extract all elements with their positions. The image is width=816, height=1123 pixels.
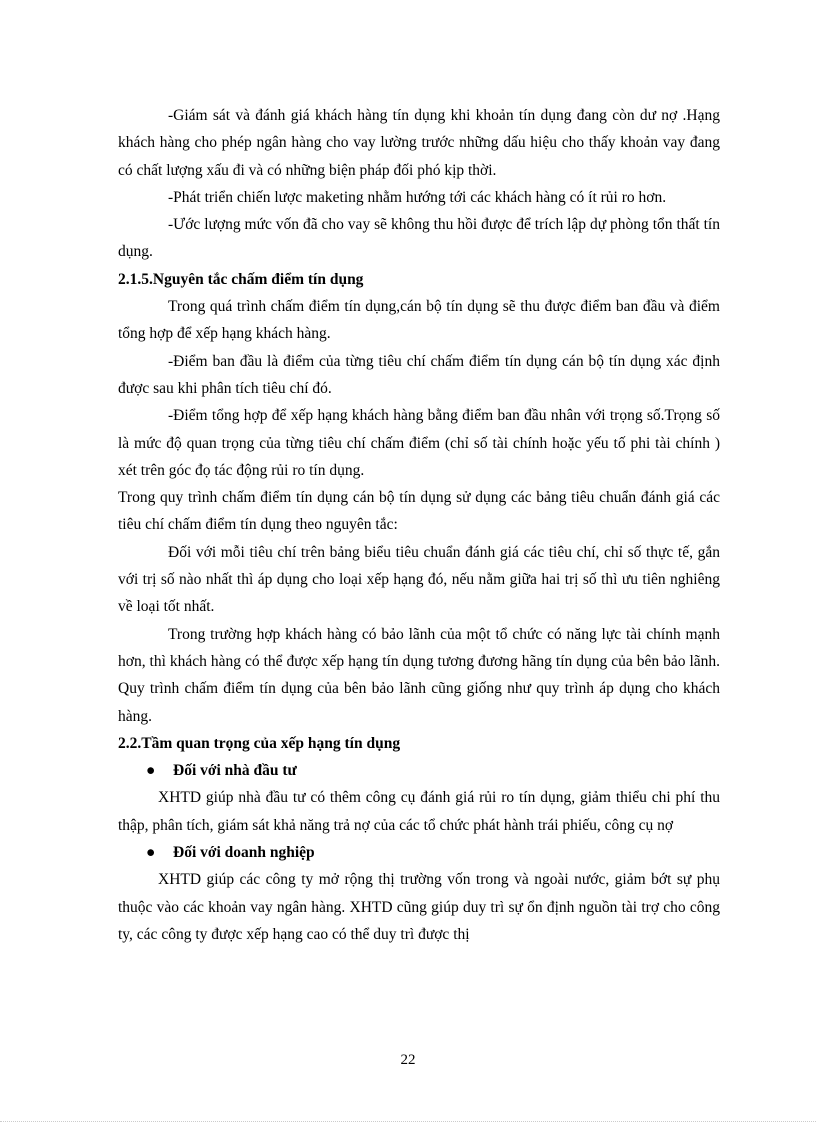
paragraph-monitoring: -Giám sát và đánh giá khách hàng tín dụng khi khoản tín dụng đang còn dư nợ .Hạng khách hàng cho phép ngân hàng cho vay lường trước những dấu hiệu cho thấy khoản vay đang có chất lượng xấu đi và có những biện pháp đối phó kịp thời. [118, 107, 720, 179]
paragraph-composite-score: -Điểm tổng hợp để xếp hạng khách hàng bằng điểm ban đầu nhân với trọng số.Trọng số là mức độ quan trọng của từng tiêu chí chấm điểm (chỉ số tài chính hoặc yếu tố phi tài chính ) xét trên góc đọ tác động rủi ro tín dụng. [118, 407, 720, 479]
bullet-investors [118, 757, 720, 784]
paragraph-scoring-process: Trong quá trình chấm điểm tín dụng,cán bộ tín dụng sẽ thu được điểm ban đầu và điểm tổng hợp để xếp hạng khách hàng. [118, 298, 720, 343]
bullet-icon: ● [146, 844, 156, 862]
bullet-enterprises-label: Đối với doanh nghiệp [173, 844, 315, 862]
page-bottom-rule [0, 1121, 816, 1122]
section-heading-2-1-5: 2.1.5.Nguyên tắc chấm điểm tín dụng [118, 270, 364, 288]
paragraph-provision: -Ước lượng mức vốn đã cho vay sẽ không thu hồi được để trích lập dự phòng tổn thất tín dụng. [118, 216, 720, 261]
bullet-investors-label: Đối với nhà đầu tư [173, 762, 297, 780]
paragraph-investors: XHTD giúp nhà đầu tư có thêm công cụ đánh giá rủi ro tín dụng, giảm thiểu chi phí thu thập, phân tích, giám sát khả năng trả nợ của các tổ chức phát hành trái phiếu, công cụ nợ [118, 789, 720, 834]
paragraph-initial-score: -Điểm ban đầu là điểm của từng tiêu chí chấm điểm tín dụng cán bộ tín dụng xác định được sau khi phân tích tiêu chí đó. [118, 352, 720, 397]
paragraph-marketing: -Phát triển chiến lược maketing nhằm hướng tới các khách hàng có ít rủi ro hơn. [168, 188, 667, 206]
bullet-icon: ● [146, 762, 156, 780]
paragraph-enterprises: XHTD giúp các công ty mở rộng thị trường vốn trong và ngoài nước, giảm bớt sự phụ thuộc vào các khoản vay ngân hàng. XHTD cũng giúp duy trì sự ổn định nguồn tài trợ cho công ty, các công ty được xếp hạng cao có thể duy trì được thị [118, 871, 720, 943]
paragraph-scoring-procedure: Trong quy trình chấm điểm tín dụng cán bộ tín dụng sử dụng các bảng tiêu chuẩn đánh giá các tiêu chí chấm điểm tín dụng theo nguyên tắc: [118, 489, 720, 534]
page-number: 22 [400, 1052, 416, 1068]
paragraph-guarantee: Trong trường hợp khách hàng có bảo lãnh của một tổ chức có năng lực tài chính mạnh hơn, thì khách hàng có thể được xếp hạng tín dụng tương đương hãng tín dụng của bên bảo lãnh. Quy trình chấm điểm tín dụng của bên bảo lãnh cũng giống như quy trình áp dụng cho khách hàng. [118, 625, 720, 725]
paragraph-criteria-rule: Đối với mỗi tiêu chí trên bảng biểu tiêu chuẩn đánh giá các tiêu chí, chỉ số thực tế, gắn với trị số nào nhất thì áp dụng cho loại xếp hạng đó, nếu nằm giữa hai trị số thì ưu tiên nghiêng về loại tốt nhất. [118, 543, 720, 616]
section-heading-2-2: 2.2.Tầm quan trọng của xếp hạng tín dụng [118, 734, 401, 752]
bullet-enterprises [118, 839, 720, 866]
page-body [118, 102, 720, 948]
